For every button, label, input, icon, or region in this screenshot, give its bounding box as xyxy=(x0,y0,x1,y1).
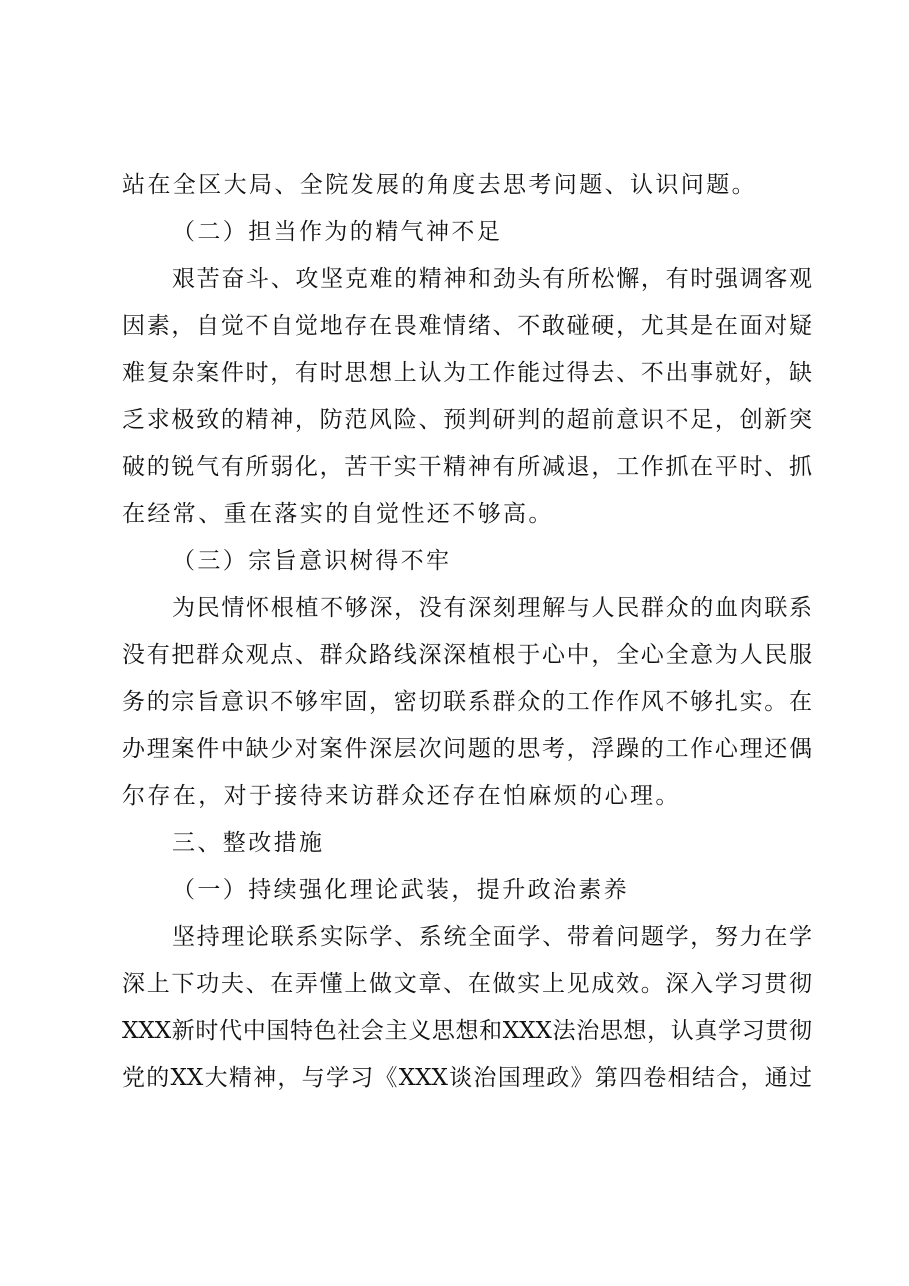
text-line: 三、整改措施 xyxy=(172,830,325,856)
text-line: 深上下功夫、在弄懂上做文章、在做实上见成效。深入学习贯彻 xyxy=(122,971,812,997)
text-line: 因素，自觉不自觉地存在畏难情绪、不敢碰硬，尤其是在面对疑 xyxy=(122,313,812,339)
text-line: 办理案件中缺少对案件深层次问题的思考，浮躁的工作心理还偶 xyxy=(122,736,812,762)
text-line: 站在全区大局、全院发展的角度去思考问题、认识问题。 xyxy=(122,172,757,198)
text-line: 破的锐气有所弱化，苦干实干精神有所减退，工作抓在平时、抓 xyxy=(122,454,812,480)
text-line: XXX新时代中国特色社会主义思想和XXX法治思想，认真学习贯彻 xyxy=(122,1018,812,1044)
text-line: 没有把群众观点、群众路线深深植根于心中，全心全意为人民服 xyxy=(122,642,812,668)
text-line: 在经常、重在落实的自觉性还不够高。 xyxy=(122,501,554,527)
text-line: （一）持续强化理论武装，提升政治素养 xyxy=(172,877,630,903)
text-line: 坚持理论联系实际学、系统全面学、带着问题学，努力在学 xyxy=(172,924,812,950)
text-line: （二）担当作为的精气神不足 xyxy=(172,219,503,245)
document-body xyxy=(122,162,812,1102)
text-line: 艰苦奋斗、攻坚克难的精神和劲头有所松懈，有时强调客观 xyxy=(172,266,812,292)
text-line: 乏求极致的精神，防范风险、预判研判的超前意识不足，创新突 xyxy=(122,407,812,433)
text-line: 难复杂案件时，有时思想上认为工作能过得去、不出事就好，缺 xyxy=(122,360,812,386)
text-line: 务的宗旨意识不够牢固，密切联系群众的工作作风不够扎实。在 xyxy=(122,689,812,715)
text-line: 党的XX大精神，与学习《XXX谈治国理政》第四卷相结合，通过 xyxy=(122,1065,812,1091)
text-line: （三）宗旨意识树得不牢 xyxy=(172,548,452,574)
text-line: 尔存在，对于接待来访群众还存在怕麻烦的心理。 xyxy=(122,783,681,809)
text-line: 为民情怀根植不够深，没有深刻理解与人民群众的血肉联系 xyxy=(172,595,812,621)
